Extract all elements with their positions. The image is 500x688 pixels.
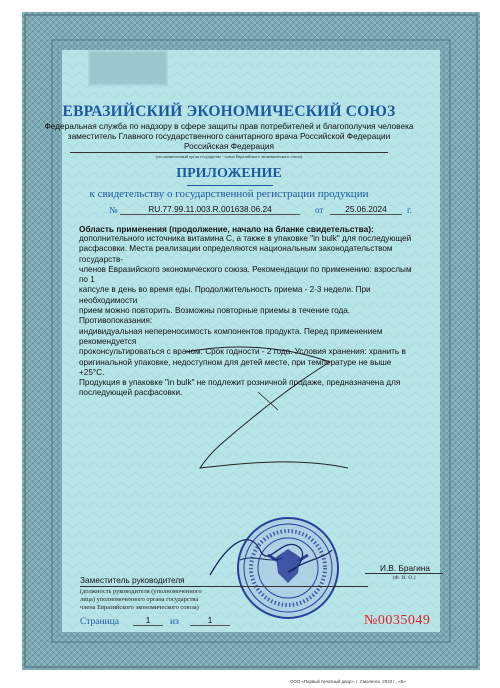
number-label: № <box>109 205 118 215</box>
date-from-label: от <box>315 205 324 215</box>
text-line: расфасовки. Места реализации определяются национальным законодательством государств- <box>79 244 393 264</box>
name-underline <box>365 573 443 574</box>
caption-line: члена Евразийского экономического союза) <box>80 604 199 611</box>
caption-line: (должность руководителя (уполномоченного <box>80 588 202 595</box>
text-line: прием можно повторить. Возможны повторные приемы в течение года. Противопоказания: <box>79 306 351 326</box>
scope-heading: Область применения (продолжение, начало на бланке свидетельства): <box>79 224 374 234</box>
authority-caption: (уполномоченный орган государства - члена Евразийского экономического союза) <box>70 152 388 159</box>
text-line: дополнительного источника витамина С, а также в упаковке "in bulk" для последующей <box>79 234 412 243</box>
issuing-authority <box>40 121 418 151</box>
document-subtitle: к свидетельству о государственной регистрации продукции <box>89 188 369 200</box>
text-line: членов Евразийского экономического союза. Рекомендации по применению: взрослым по 1 <box>79 264 412 285</box>
authority-line: Российская Федерация <box>183 141 275 151</box>
text-line: капсуле в день во время еды. Продолжительность приема - 2-3 недели. При необходимости <box>79 285 371 305</box>
signatory-name: И.В. Брагина <box>380 563 430 573</box>
page-of-label: из <box>170 617 179 627</box>
title-underline <box>187 185 273 186</box>
authority-line: заместитель Главного государственного санитарного врача Российской Федерации <box>67 131 391 141</box>
text-line: последующей расфасовки. <box>79 388 183 398</box>
text-line: Продукция в упаковке "in bulk" не подлежит розничной продаже, предназначена для <box>79 378 401 388</box>
name-caption: (Ф. И. О.) <box>392 575 416 581</box>
handwritten-signature <box>200 520 340 590</box>
registration-number: RU.77.99.11.003.R.001638.06.24 <box>120 204 300 215</box>
text-line: проконсультироваться с врачом. Срок годности - 2 года. Условия хранения: хранить в <box>79 347 406 357</box>
page-label: Страница <box>80 617 119 627</box>
role-caption <box>80 588 280 612</box>
text-line: индивидуальная непереносимость компонентов продукта. Перед применением рекомендуется <box>79 326 383 346</box>
serial-number: №0035049 <box>364 613 431 628</box>
printer-footer: ООО «Первый печатный двор», г. Смоленск, 2023 г., «Б» <box>290 679 406 684</box>
strike-through-mark <box>180 340 370 480</box>
signatory-role: Заместитель руководителя <box>80 575 185 585</box>
year-label: г. <box>407 205 412 215</box>
document-title: ПРИЛОЖЕНИЕ <box>176 166 282 181</box>
page-number: 1 <box>133 615 163 626</box>
authority-line: Федеральная служба по надзору в сфере защиты прав потребителей и благополучия человека <box>44 121 414 131</box>
signature-line <box>80 586 368 587</box>
page-total: 1 <box>190 615 230 626</box>
caption-line: лица) уполномоченного органа государства <box>80 596 199 603</box>
text-line: оригинальной упаковке, недоступном для детей месте, при температуре не выше +25°С. <box>79 357 392 377</box>
registration-date: 25.06.2024 <box>330 204 402 215</box>
union-title: ЕВРАЗИЙСКИЙ ЭКОНОМИЧЕСКИЙ СОЮЗ <box>62 103 396 120</box>
